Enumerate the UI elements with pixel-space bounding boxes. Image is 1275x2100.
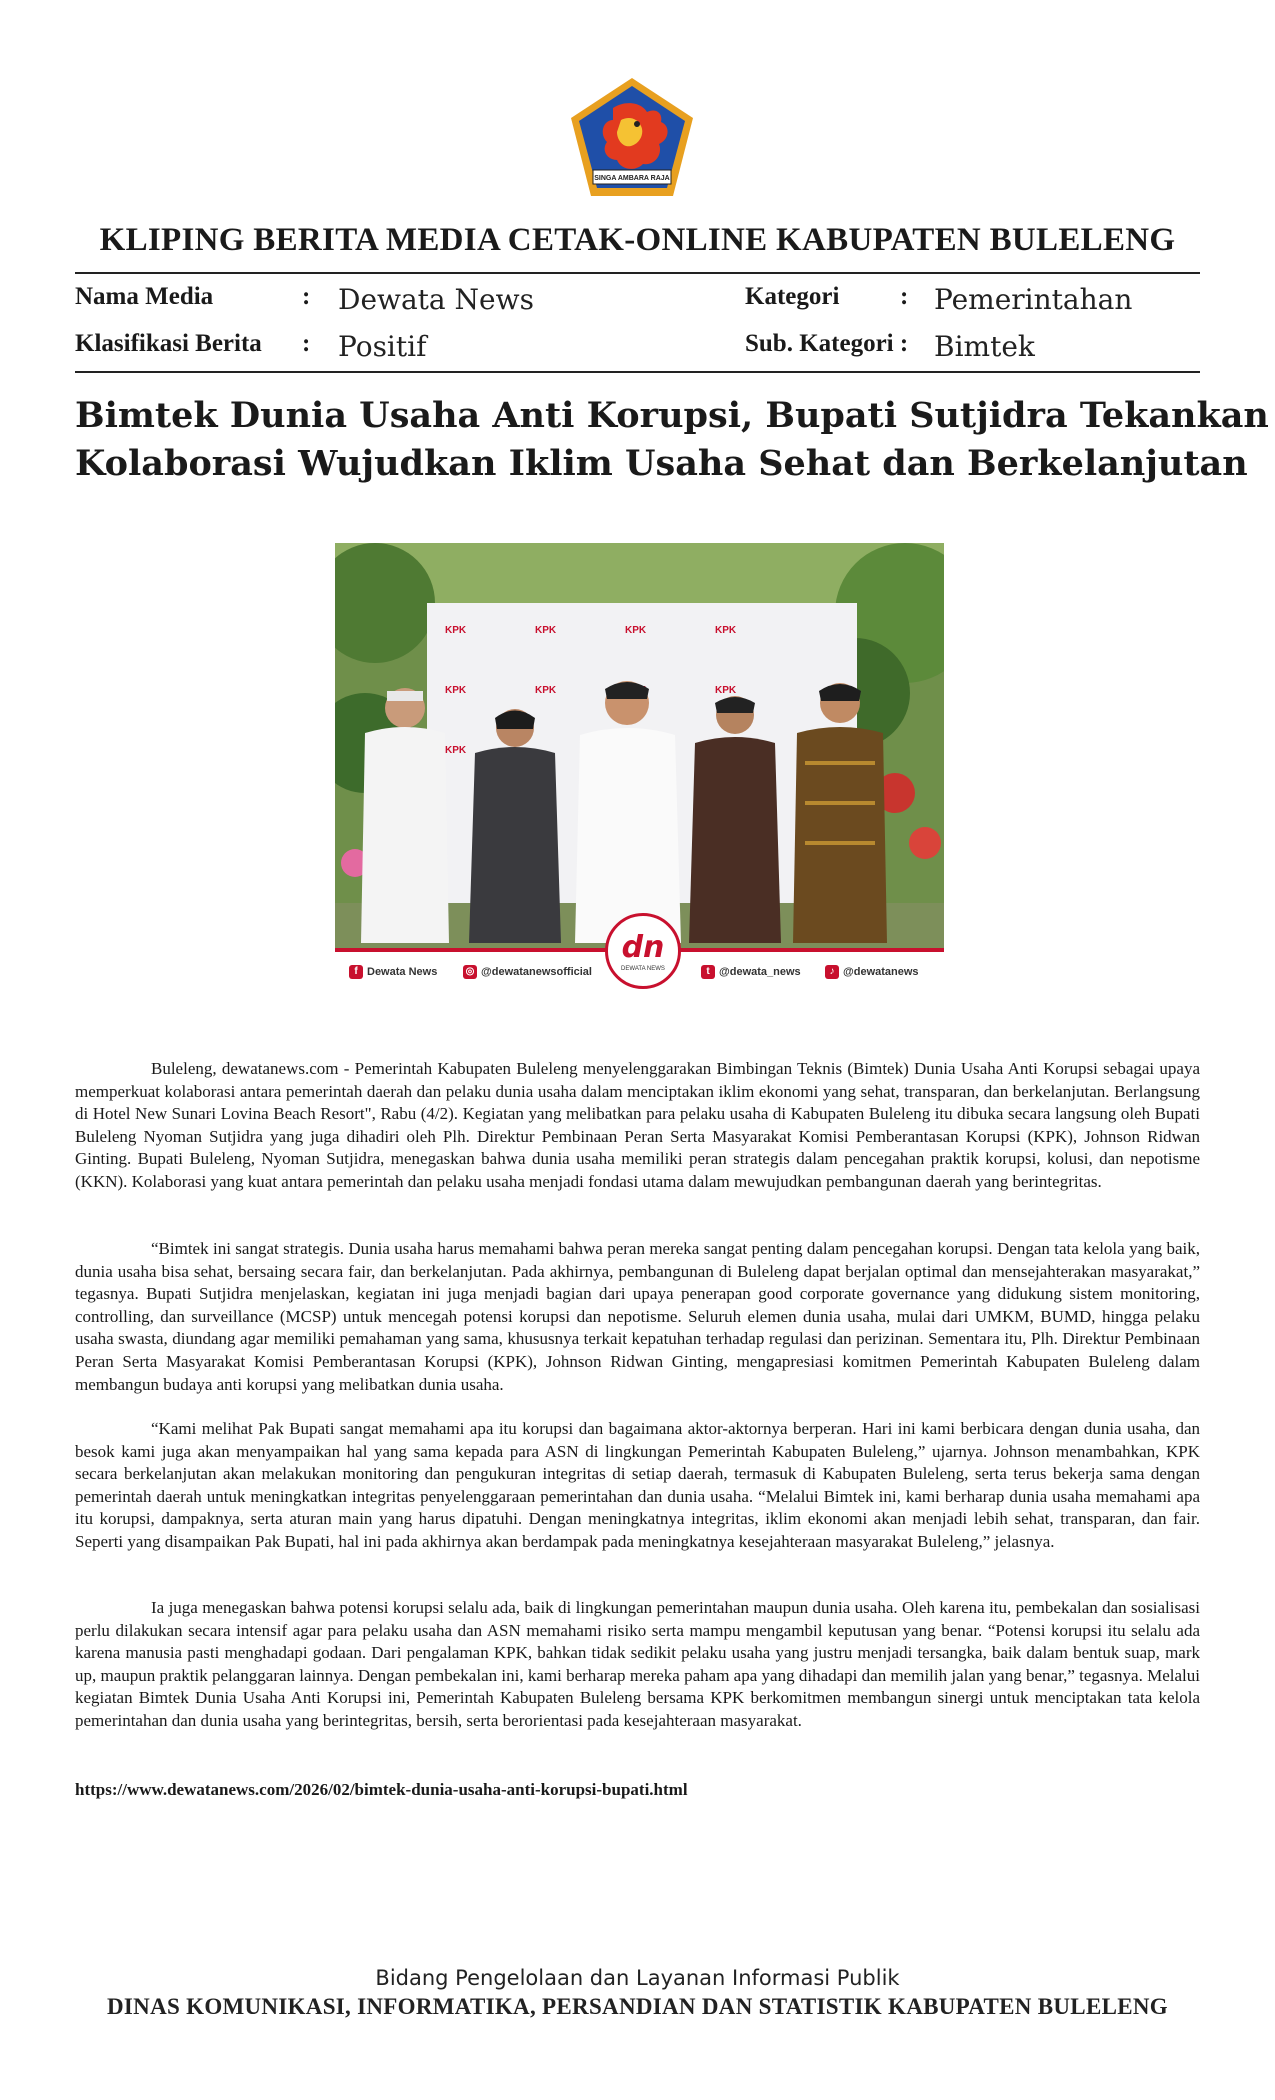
article-title-line-1: Bimtek Dunia Usaha Anti Korupsi, Bupati Sutjidra Tekankan xyxy=(75,395,1269,436)
article-title-line-2: Kolaborasi Wujudkan Iklim Usaha Sehat dan Berkelanjutan xyxy=(75,443,1248,484)
backdrop-logo: KPK xyxy=(445,625,467,636)
backdrop-logo: KPK xyxy=(715,625,737,636)
klasifikasi-colon: : xyxy=(302,330,311,357)
backdrop-logo: KPK xyxy=(535,685,557,696)
article-paragraph-1: Buleleng, dewatanews.com - Pemerintah Kabupaten Buleleng menyelenggarakan Bimbingan Teknis (Bimtek) Dunia Usaha Anti Korupsi sebagai upaya memperkuat kolaborasi antara pemerintah daerah dan pelaku dunia usaha dalam menciptakan iklim ekonomi yang sehat, transparan, dan berkelanjutan. Berlangsung di Hotel New Sunari Lovina Beach Resort", Rabu (4/2). Kegiatan yang melibatkan para pelaku usaha di Kabupaten Buleleng itu dibuka secara langsung oleh Bupati Buleleng Nyoman Sutjidra yang juga dihadiri oleh Plh. Direktur Pembinaan Peran Serta Masyarakat Komisi Pemberantasan Korupsi (KPK), Johnson Ridwan Ginting. Bupati Buleleng, Nyoman Sutjidra, menegaskan bahwa dunia usaha memiliki peran strategis dalam pencegahan praktik korupsi, kolusi, dan nepotisme (KKN). Kolaborasi yang kuat antara pemerintah dan pelaku usaha menjadi fondasi utama dalam mewujudkan pembangunan daerah yang berintegritas. xyxy=(75,1059,1200,1191)
facebook-icon: f xyxy=(349,965,363,979)
klasifikasi-value: Positif xyxy=(338,330,427,363)
source-url-link[interactable]: https://www.dewatanews.com/2026/02/bimtek-dunia-usaha-anti-korupsi-bupati.html xyxy=(75,1780,688,1799)
backdrop-logo: KPK xyxy=(535,625,557,636)
tiktok-icon: ♪ xyxy=(825,965,839,979)
sub-kategori-label: Sub. Kategori : xyxy=(745,330,909,357)
media-value: Dewata News xyxy=(338,283,534,316)
article-paragraph-3: “Kami melihat Pak Bupati sangat memahami apa itu korupsi dan bagaimana aktor-aktornya berperan. Hari ini kami berbicara dengan dunia usaha, dan besok kami juga akan menyampaikan hal yang sama kepada para ASN di lingkungan Pemerintah Kabupaten Buleleng,” ujarnya. Johnson menambahkan, KPK secara berkelanjutan akan melakukan monitoring dan pengukuran integritas di setiap daerah, termasuk di Kabupaten Buleleng, serta terus bekerja sama dengan pemerintah daerah untuk meningkatkan integritas penyelenggaraan pemerintahan dan dunia usaha. “Melalui Bimtek ini, kami berharap dunia usaha memahami apa itu korupsi, dampaknya, serta aturan main yang harus dipatuhi. Dengan meningkatnya integritas, iklim ekonomi akan menjadi lebih sehat, transparan, dan fair. Seperti yang disampaikan Pak Bupati, hal ini pada akhirnya akan berdampak pada meningkatnya kesejahteraan masyarakat Buleleng,” jelasnya. xyxy=(75,1419,1200,1551)
kategori-colon: : xyxy=(900,283,909,310)
klasifikasi-label: Klasifikasi Berita xyxy=(75,330,262,357)
sub-kategori-value: Bimtek xyxy=(934,330,1035,363)
backdrop-logo: KPK xyxy=(625,625,647,636)
instagram-icon: ◎ xyxy=(463,965,477,979)
kategori-value: Pemerintahan xyxy=(934,283,1133,316)
dewata-news-logo: dn DEWATA NEWS xyxy=(605,913,681,989)
buleleng-crest-logo xyxy=(565,74,699,202)
backdrop-logo: KPK xyxy=(715,685,737,696)
article-paragraph-4: Ia juga menegaskan bahwa potensi korupsi selalu ada, baik di lingkungan pemerintahan maupun dunia usaha. Oleh karena itu, pembekalan dan sosialisasi perlu dilakukan secara intensif agar para pelaku usaha dan ASN memahami risiko serta mampu mengambil keputusan yang benar. “Potensi korupsi itu selalu ada karena manusia pasti menghadapi godaan. Dari pengalaman KPK, bahkan tidak sedikit pelaku usaha yang justru menjadi tersangka, baik dalam bentuk suap, mark up, maupun praktik pelanggaran lainnya. Dengan pembekalan ini, kami berharap mereka paham apa yang dihadapi dan memilih jalan yang benar,” tegasnya. Melalui kegiatan Bimtek Dunia Usaha Anti Korupsi ini, Pemerintah Kabupaten Buleleng bersama KPK berkomitmen membangun sinergi untuk menciptakan tata kelola pemerintahan dan dunia usaha yang berintegritas, bersih, serta berorientasi pada kesejahteraan masyarakat. xyxy=(75,1598,1200,1730)
clipping-header-title: KLIPING BERITA MEDIA CETAK-ONLINE KABUPATEN BULELENG xyxy=(99,222,1176,258)
media-label: Nama Media xyxy=(75,283,214,310)
media-colon: : xyxy=(302,283,311,310)
header-top-rule xyxy=(75,272,1200,274)
footer-agency: DINAS KOMUNIKASI, INFORMATIKA, PERSANDIAN DAN STATISTIK KABUPATEN BULELENG xyxy=(107,1994,1168,2019)
twitter-handle: t @dewata_news xyxy=(701,965,801,979)
instagram-handle: ◎ @dewatanewsofficial xyxy=(463,965,592,979)
backdrop-logo: KPK xyxy=(445,745,467,756)
article-photo xyxy=(335,543,944,994)
kategori-label: Kategori xyxy=(745,283,840,310)
twitter-icon: t xyxy=(701,965,715,979)
facebook-handle: f Dewata News xyxy=(349,965,437,979)
footer-division: Bidang Pengelolaan dan Layanan Informasi Publik xyxy=(375,1966,900,1990)
backdrop-logo: KPK xyxy=(445,685,467,696)
crest-caption: SINGA AMBARA RAJA xyxy=(594,175,670,182)
tiktok-handle: ♪ @dewatanews xyxy=(825,965,919,979)
article-title xyxy=(75,392,1269,488)
article-paragraph-2: “Bimtek ini sangat strategis. Dunia usaha harus memahami bahwa peran mereka sangat penting dalam pencegahan korupsi. Dengan tata kelola yang baik, dunia usaha bisa sehat, bersaing secara fair, dan berkelanjutan. Pada akhirnya, pembangunan di Buleleng dapat berjalan optimal dan mensejahterakan masyarakat,” tegasnya. Bupati Sutjidra menjelaskan, kegiatan ini juga menjadi bagian dari upaya penerapan good corporate governance yang didukung sistem monitoring, controlling, dan surveillance (MCSP) untuk mencegah potensi korupsi dan nepotisme. Seluruh elemen dunia usaha, mulai dari UMKM, BUMD, hingga pelaku usaha swasta, diundang agar memiliki pemahaman yang sama, khususnya terkait kepatuhan terhadap regulasi dan perizinan. Sementara itu, Plh. Direktur Pembinaan Peran Serta Masyarakat Komisi Pemberantasan Korupsi (KPK), Johnson Ridwan Ginting, mengapresiasi komitmen Pemerintah Kabupaten Buleleng dalam membangun budaya anti korupsi yang melibatkan dunia usaha. xyxy=(75,1239,1200,1394)
header-bottom-rule xyxy=(75,371,1200,373)
